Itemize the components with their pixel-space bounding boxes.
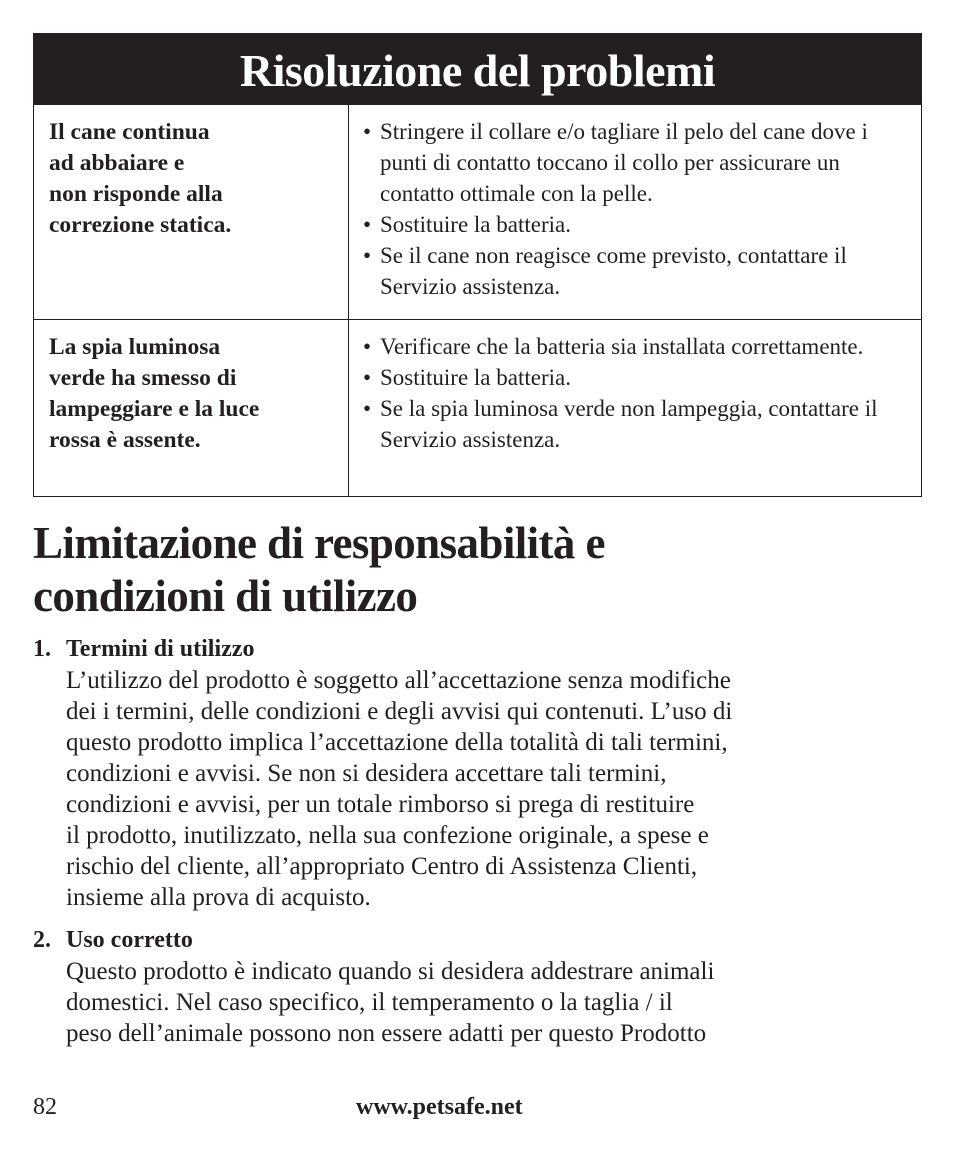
solution-item: • Stringere il collare e/o tagliare il pelo del cane dove i punti di contatto toccano il collo per assicurare un contatto ottimale con la pelle.	[363, 116, 911, 209]
troubleshooting-row	[34, 319, 921, 496]
problem-text-line: lampeggiare e la luce	[49, 396, 260, 422]
problem-text-line: correzione statica.	[49, 212, 232, 238]
term-body-line: domestici. Nel caso specifico, il temperamento o la taglia / il	[66, 989, 673, 1016]
term-body-line: L’utilizzo del prodotto è soggetto all’accettazione senza modifiche	[66, 667, 731, 694]
term-item	[33, 634, 913, 913]
term-item	[33, 925, 913, 1049]
troubleshooting-title: Risoluzione del problemi	[239, 45, 716, 96]
solution-item: • Se la spia luminosa verde non lampeggia, contattare il Servizio assistenza.	[363, 393, 911, 455]
problem-text-line: Il cane continua	[49, 119, 210, 145]
term-body-line: insieme alla prova di acquisto.	[66, 884, 371, 911]
term-body-line: rischio del cliente, all’appropriato Centro di Assistenza Clienti,	[66, 853, 698, 880]
solutions-list	[349, 105, 921, 319]
solutions-list	[349, 320, 921, 496]
troubleshooting-table	[33, 33, 922, 497]
solution-item: • Verificare che la batteria sia installata correttamente.	[363, 331, 911, 362]
term-heading	[33, 925, 913, 956]
section-title	[33, 517, 913, 623]
troubleshooting-row	[34, 104, 921, 319]
term-body-line: peso dell’animale possono non essere adatti per questo Prodotto	[66, 1020, 707, 1047]
problem-text-line: rossa è assente.	[49, 427, 201, 453]
problem-text-line: verde ha smesso di	[49, 365, 237, 391]
term-body	[66, 956, 913, 1049]
term-body	[66, 665, 913, 913]
problem-cell	[34, 105, 349, 319]
term-body-line: questo prodotto implica l’accettazione della totalità di tali termini,	[66, 729, 728, 756]
section-title-line: Limitazione di responsabilità e	[33, 518, 605, 568]
term-body-line: condizioni e avvisi, per un totale rimborso si prega di restituire	[66, 791, 695, 818]
term-body-line: condizioni e avvisi. Se non si desidera accettare tali termini,	[66, 760, 667, 787]
problem-cell	[34, 320, 349, 496]
page-number: 82	[33, 1094, 57, 1120]
troubleshooting-header	[34, 34, 921, 104]
term-heading-text: Uso corretto	[66, 927, 193, 953]
solution-item: • Sostituire la batteria.	[363, 209, 911, 240]
term-number: 2.	[33, 927, 51, 953]
terms-list	[33, 634, 913, 1061]
problem-text-line: La spia luminosa	[49, 334, 221, 360]
section-title-line: condizioni di utilizzo	[33, 571, 418, 621]
problem-text-line: ad abbaiare e	[49, 150, 185, 176]
term-body-line: il prodotto, inutilizzato, nella sua confezione originale, a spese e	[66, 822, 709, 849]
solution-item: • Se il cane non reagisce come previsto, contattare il Servizio assistenza.	[363, 240, 911, 302]
problem-text-line: non risponde alla	[49, 181, 223, 207]
term-heading-text: Termini di utilizzo	[66, 636, 255, 662]
term-body-line: dei i termini, delle condizioni e degli avvisi qui contenuti. L’uso di	[66, 698, 733, 725]
term-number: 1.	[33, 636, 51, 662]
term-body-line: Questo prodotto è indicato quando si desidera addestrare animali	[66, 958, 715, 985]
solution-item: • Sostituire la batteria.	[363, 362, 911, 393]
term-heading	[33, 634, 913, 665]
footer-url: www.petsafe.net	[356, 1094, 523, 1120]
